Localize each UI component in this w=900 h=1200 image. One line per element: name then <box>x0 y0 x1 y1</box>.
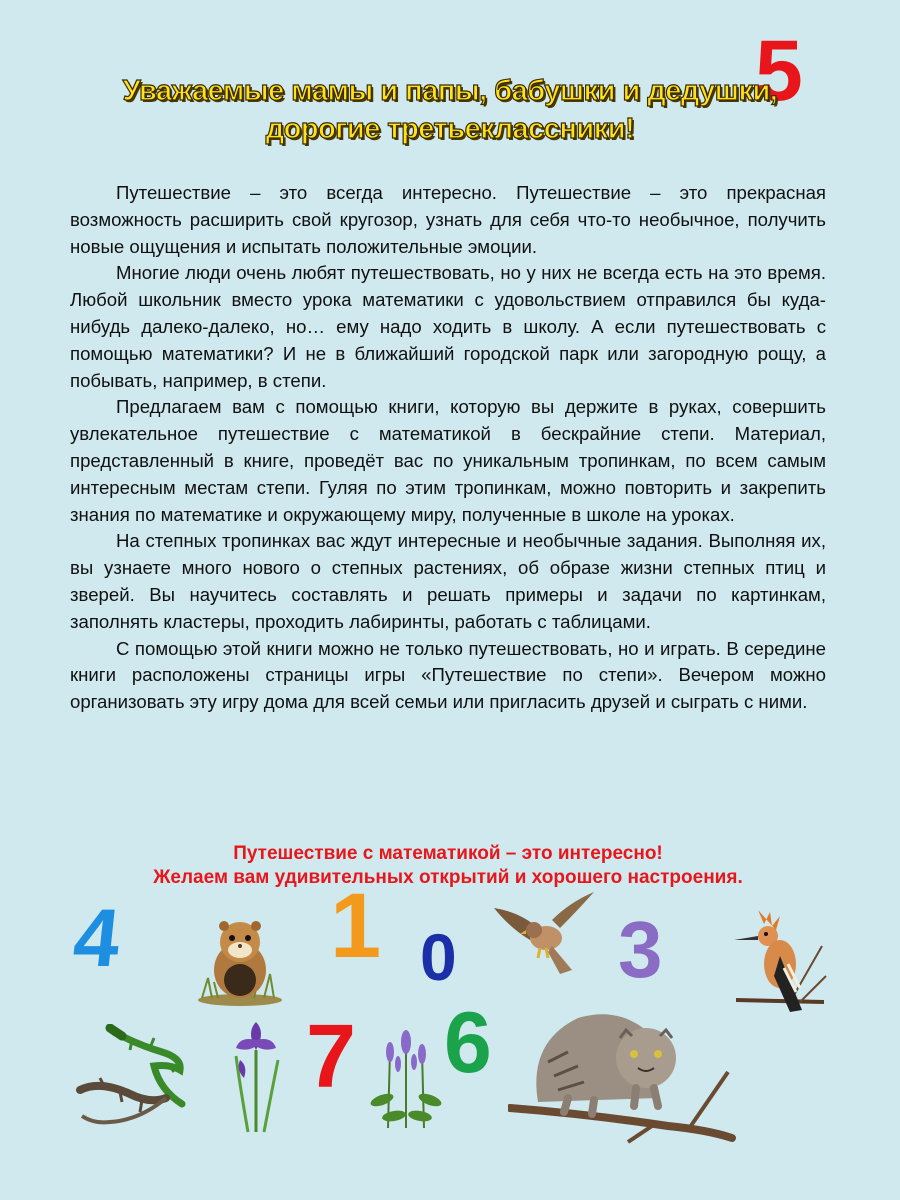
paragraph-2: Многие люди очень любят путешествовать, но у них не всегда есть на это время. Любой школьник вместо урока математики с удовольствием отправился бы куда-нибудь далеко-далеко, но… ему надо ходить в школу. А если путешествовать с помощью математики? И не в ближайший городской парк или загородную рощу, а побывать, например, в степи. <box>70 262 826 391</box>
falcon-illustration <box>490 888 600 980</box>
closing-line-2: Желаем вам удивительных открытий и хорошего настроения. <box>153 867 743 888</box>
digit-zero: 0 <box>420 920 457 994</box>
hoopoe-illustration <box>730 906 830 1034</box>
paragraph-1: Путешествие – это всегда интересно. Путешествие – это прекрасная возможность расширить свой кругозор, узнать для себя что-то необычное, получить новые ощущения и испытать положительные эмоции. <box>70 182 826 257</box>
title-line-1: Уважаемые мамы и папы, бабушки и дедушки, <box>122 75 778 107</box>
paragraph-3: Предлагаем вам с помощью книги, которую вы держите в руках, совершить увлекательное путешествие с математикой в бескрайние степи. Материал, представленный в книге, проведёт вас по уникальным тропинкам, по всем самым интересным местам степи. Гуляя по этим тропинкам, можно повторить и закрепить знания по математике и окружающему миру, полученные в школе на уроках. <box>70 396 826 525</box>
page-title <box>120 72 780 148</box>
sage-illustration <box>368 1030 446 1130</box>
paragraph-4: На степных тропинках вас ждут интересные и необычные задания. Выполняя их, вы узнаете много нового о степных растениях, об образе жизни степных птиц и зверей. Вы научитесь составлять и решать примеры и задачи по картинкам, заполнять кластеры, проходить лабиринты, работать с таблицами. <box>70 530 826 632</box>
page-number: 5 <box>755 23 803 119</box>
digit-six: 6 <box>444 995 492 1091</box>
intro-text <box>70 180 826 716</box>
title-line-2: дорогие третьеклассники! <box>265 113 635 145</box>
paragraph-5: С помощью этой книги можно не только путешествовать, но и играть. В середине книги расположены страницы игры «Путешествие по степи». Вечером можно организовать эту игру дома для всей семьи или пригласить друзей и сыграть с ними. <box>70 637 826 713</box>
digit-four: 4 <box>69 893 125 984</box>
closing-wish <box>70 842 826 890</box>
digit-seven: 7 <box>306 1007 357 1107</box>
hamster-illustration <box>194 908 286 1008</box>
closing-line-1: Путешествие с математикой – это интересно! <box>233 843 663 864</box>
digit-one: 1 <box>330 875 382 977</box>
manul-cat-illustration <box>508 1002 738 1148</box>
lizard-illustration <box>70 1024 188 1136</box>
digit-three: 3 <box>618 905 663 994</box>
iris-illustration <box>226 1016 286 1134</box>
